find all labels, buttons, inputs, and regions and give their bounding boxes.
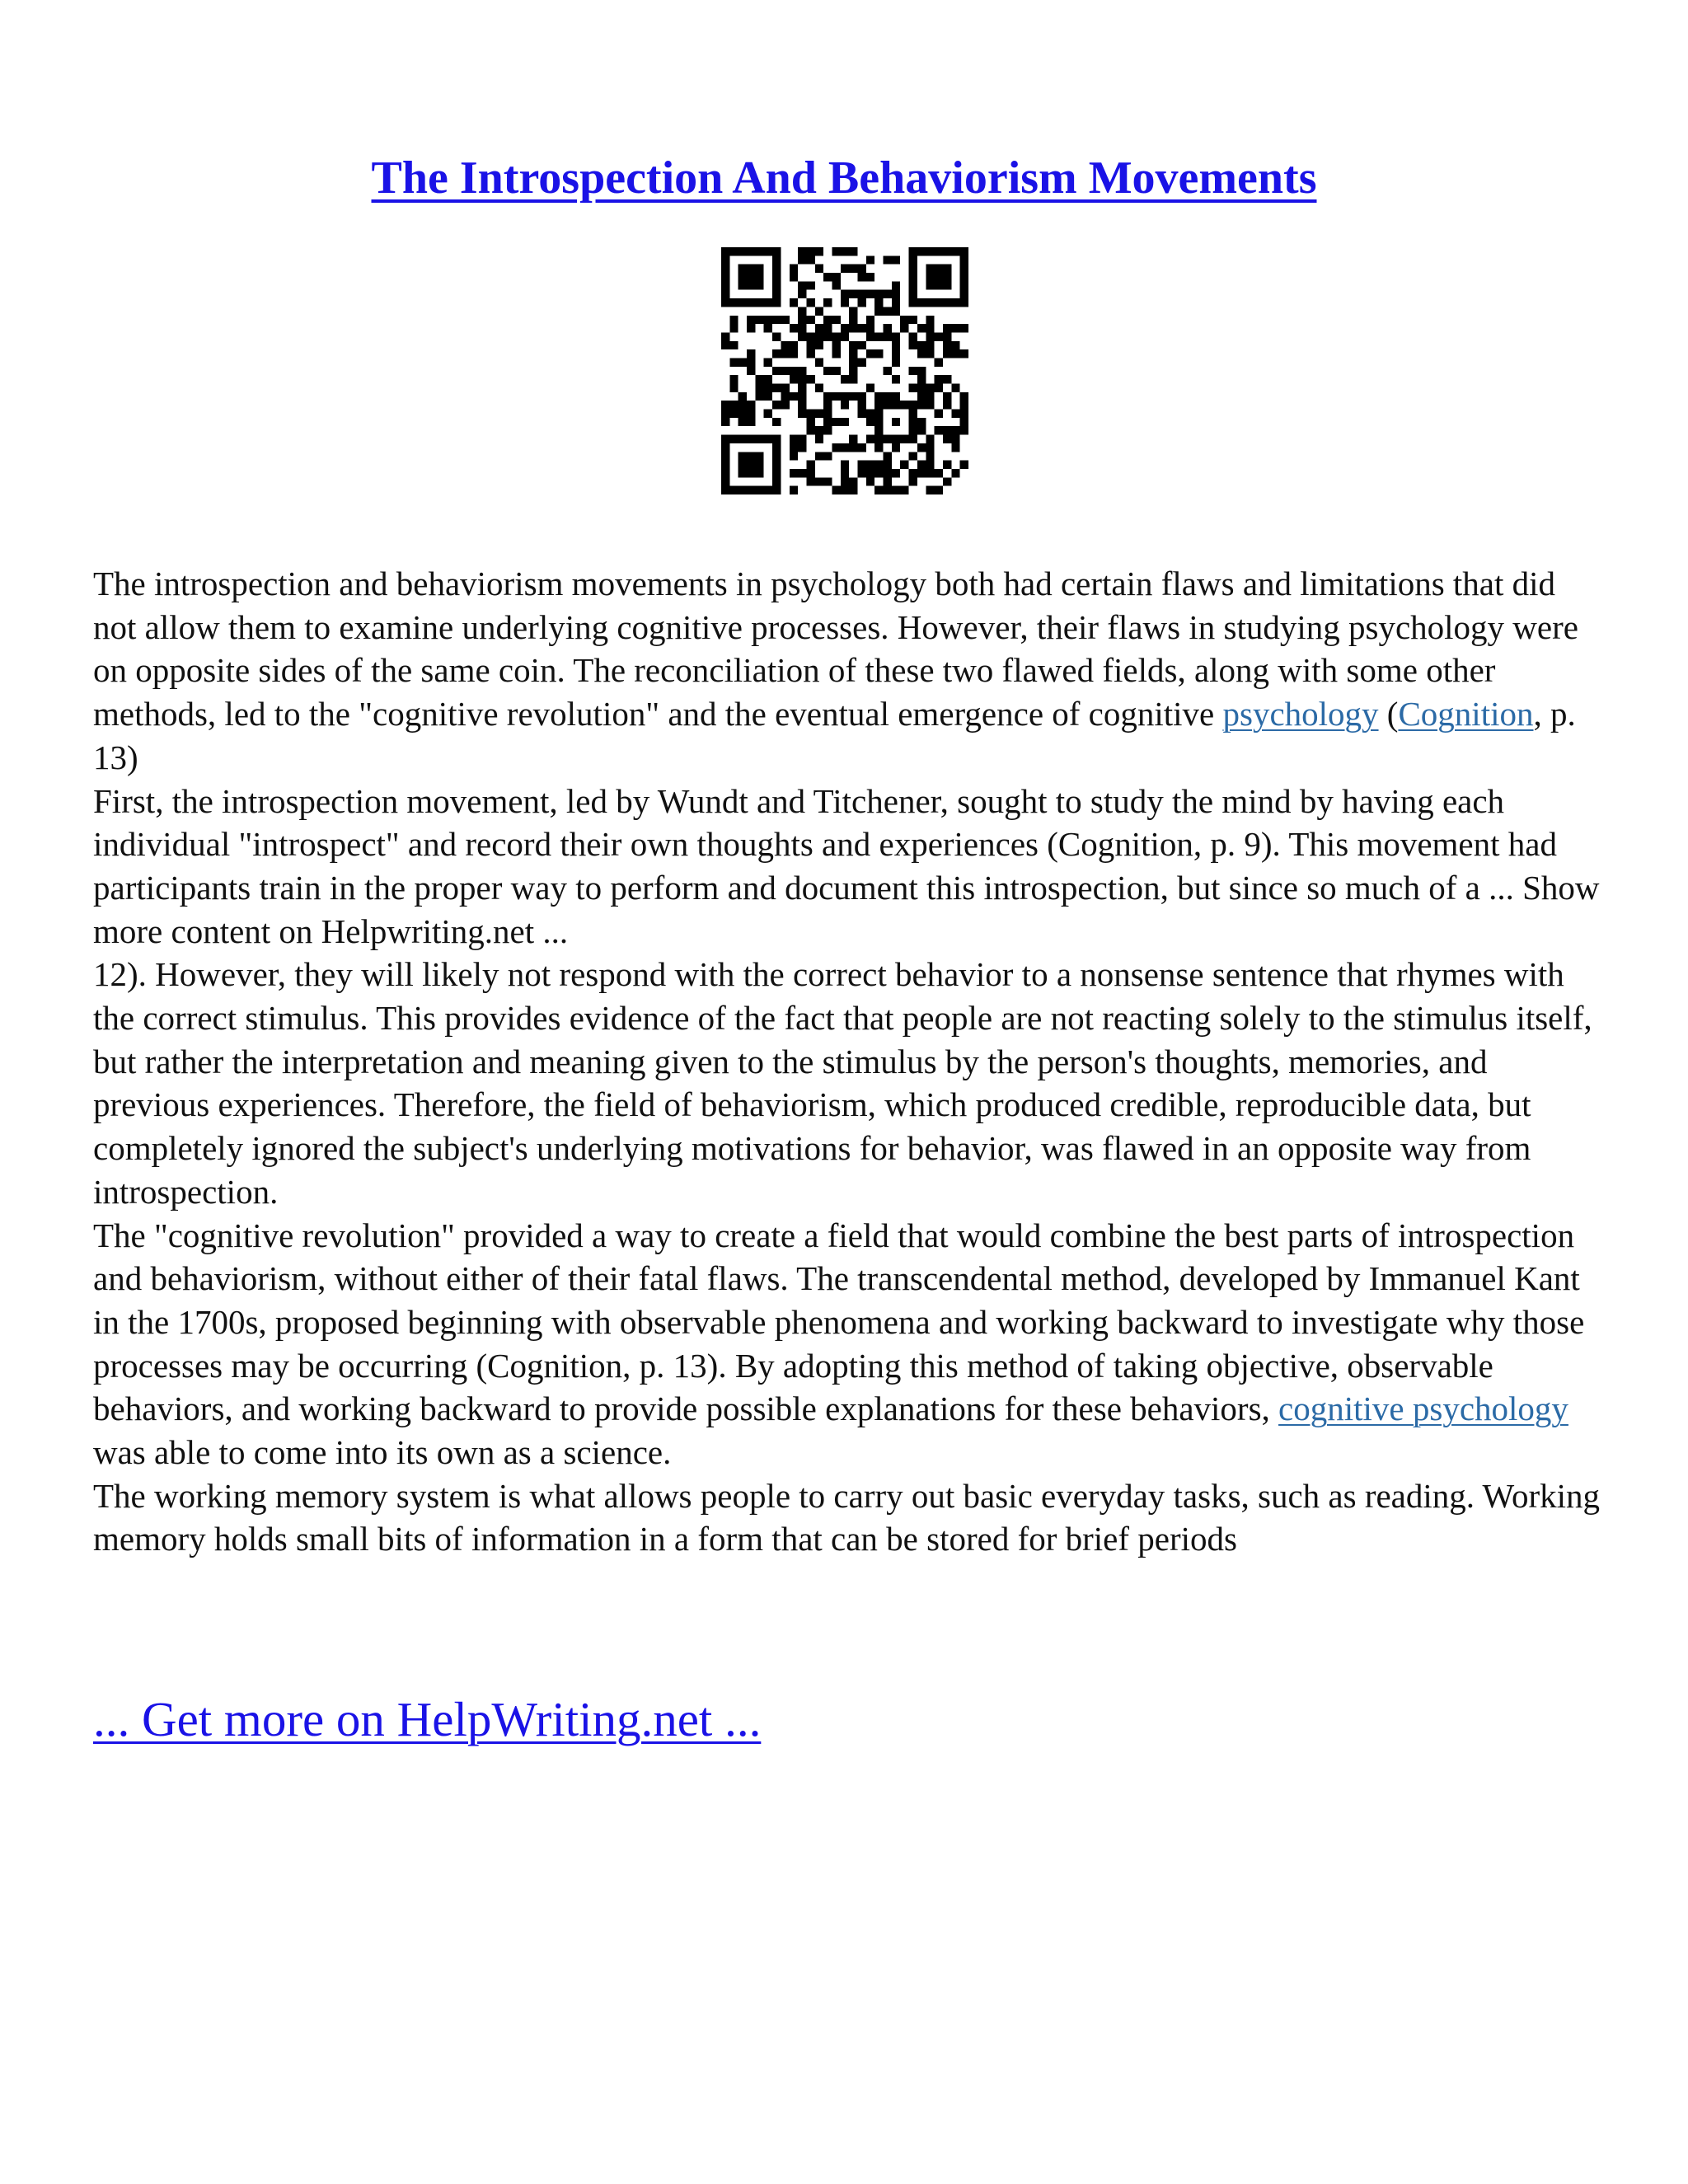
paragraph-text: The "cognitive revolution" provided a way to create a field that would combine the best parts of introspection and behaviorism, without either of their fatal flaws. The transcendental method, developed by Immanuel Kant in the 1700s, proposed beginning with observable phenomena and working backward to investigate why those processes may be occurring (Cognition, p. 13). By adopting this method of taking objective, observable behaviors, and working backward to provide possible explanations for these behaviors, [93, 1216, 1585, 1428]
paragraph-text: , p. 13) [93, 695, 1576, 776]
paragraph-text: was able to come into its own as a science. [93, 1433, 672, 1472]
qr-code-icon [721, 247, 968, 494]
paragraph-text: The introspection and behaviorism movements in psychology both had certain flaws and limitations that did not allow them to examine underlying cognitive processes. However, their flaws in studying psychology were on opposite sides of the same coin. The reconciliation of these two flawed fields, along with some other methods, led to the "cognitive revolution" and the eventual emergence of cognitive [93, 565, 1578, 733]
article-body [93, 562, 1601, 1561]
paragraph [93, 562, 1601, 780]
paragraph [93, 1214, 1601, 1474]
inline-link[interactable]: cognitive psychology [1278, 1390, 1568, 1428]
paragraph [93, 780, 1601, 954]
inline-link[interactable]: psychology [1222, 695, 1379, 733]
paragraph-text: First, the introspection movement, led by Wundt and Titchener, sought to study the mind by having each individual "introspect" and record their own thoughts and experiences (Cognition, p. 9). This movement had participants train in the proper way to perform and document this introspection, but since so much of a ... Show more content on Helpwriting.net ... [93, 781, 1600, 950]
paragraph-text: ( [1378, 695, 1399, 733]
get-more-link[interactable]: ... Get more on HelpWriting.net ... [93, 1692, 762, 1746]
document-title [0, 147, 1688, 209]
paragraph [93, 1474, 1601, 1561]
inline-link[interactable]: Cognition [1398, 695, 1534, 733]
paragraph [93, 953, 1601, 1213]
title-link[interactable]: The Introspection And Behaviorism Movements [371, 152, 1317, 204]
more-link-container [93, 1690, 761, 1749]
paragraph-text: The working memory system is what allows people to carry out basic everyday tasks, such as reading. Working memory holds small bits of information in a form that can be stored for brief periods [93, 1476, 1600, 1558]
paragraph-text: 12). However, they will likely not respond with the correct behavior to a nonsense sentence that rhymes with the correct stimulus. This provides evidence of the fact that people are not reacting solely to the stimulus itself, but rather the interpretation and meaning given to the stimulus by the person's thoughts, memories, and previous experiences. Therefore, the field of behaviorism, which produced credible, reproducible data, but completely ignored the subject's underlying motivations for behavior, was flawed in an opposite way from introspection. [93, 955, 1592, 1211]
